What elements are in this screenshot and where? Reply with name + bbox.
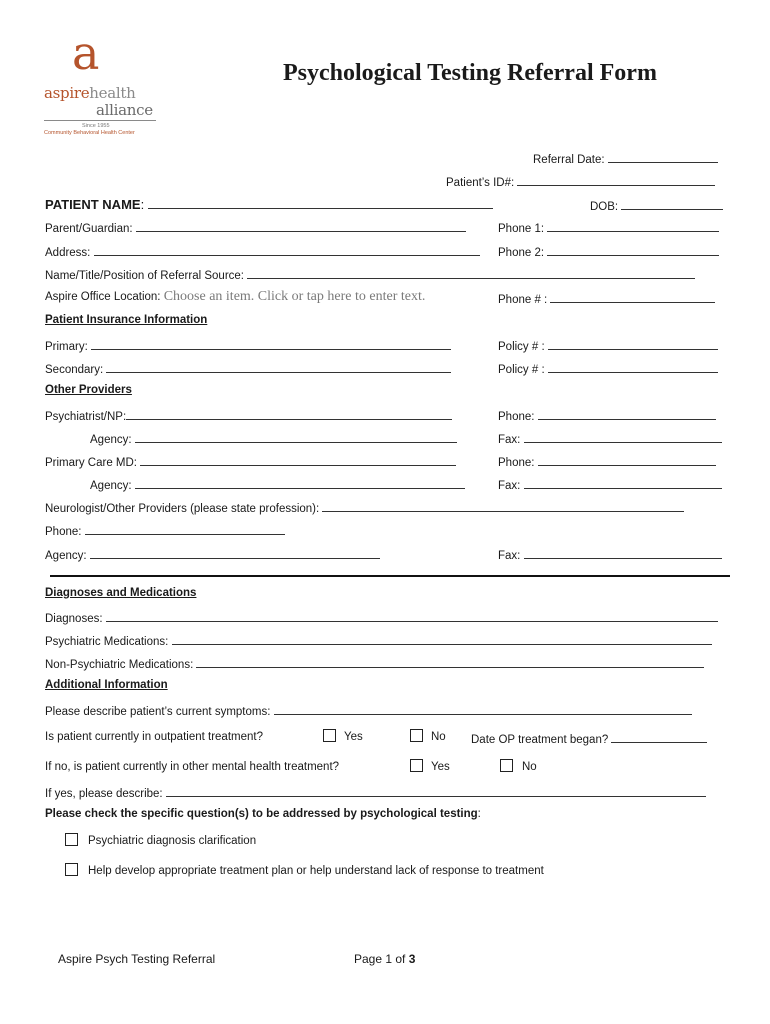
psychiatrist-fax-blank[interactable]	[524, 431, 722, 443]
phone1-blank[interactable]	[547, 220, 719, 232]
logo-divider	[44, 120, 156, 121]
secondary-insurance-field[interactable]	[45, 361, 451, 376]
neurologist-agency-label: Agency:	[45, 550, 87, 562]
outpatient-no-label: No	[431, 731, 446, 743]
referral-source-label: Name/Title/Position of Referral Source:	[45, 270, 244, 282]
logo-word-health: health	[89, 84, 136, 102]
primary-care-fax-label: Fax:	[498, 480, 521, 492]
psychiatrist-phone-blank[interactable]	[538, 408, 716, 420]
other-treatment-yes-checkbox[interactable]	[410, 759, 423, 772]
neurologist-phone-field[interactable]	[45, 523, 285, 538]
dob-field[interactable]	[590, 198, 723, 213]
referral-source-field[interactable]	[45, 267, 695, 282]
psychiatrist-fax-field[interactable]	[498, 431, 722, 446]
psychiatrist-phone-field[interactable]	[498, 408, 716, 423]
outpatient-question: Is patient currently in outpatient treatment?	[45, 731, 263, 743]
symptoms-field[interactable]	[45, 703, 692, 718]
page-number-total: 3	[408, 952, 416, 966]
outpatient-no-checkbox[interactable]	[410, 729, 423, 742]
other-treatment-question: If no, is patient currently in other mental health treatment?	[45, 761, 340, 773]
diagnoses-field[interactable]	[45, 610, 718, 625]
primary-care-fax-field[interactable]	[498, 477, 722, 492]
primary-care-field[interactable]	[45, 454, 456, 469]
other-treatment-yes-label: Yes	[431, 761, 450, 773]
phone1-field[interactable]	[498, 220, 719, 235]
op-began-field[interactable]	[471, 731, 707, 746]
neurologist-fax-field[interactable]	[498, 547, 722, 562]
psychiatrist-blank[interactable]	[126, 408, 452, 420]
primary-care-agency-blank[interactable]	[135, 477, 465, 489]
treatment-plan-checkbox[interactable]	[65, 863, 78, 876]
if-yes-label: If yes, please describe:	[45, 788, 163, 800]
referral-date-label: Referral Date:	[533, 154, 605, 166]
other-treatment-no-label: No	[522, 761, 537, 773]
parent-guardian-blank[interactable]	[136, 220, 466, 232]
patient-id-label: Patient’s ID#:	[446, 177, 515, 189]
neurologist-agency-blank[interactable]	[90, 547, 380, 559]
parent-guardian-label: Parent/Guardian:	[45, 223, 133, 235]
address-blank[interactable]	[94, 244, 480, 256]
op-began-blank[interactable]	[611, 731, 707, 743]
logo-word-alliance: alliance	[96, 101, 153, 119]
op-began-label: Date OP treatment began?	[471, 734, 609, 746]
referral-source-blank[interactable]	[247, 267, 695, 279]
neurologist-agency-field[interactable]	[45, 547, 380, 562]
diagnosis-clarification-label: Psychiatric diagnosis clarification	[88, 835, 257, 847]
patient-name-blank[interactable]	[148, 197, 493, 209]
psychiatrist-agency-field[interactable]	[90, 431, 457, 446]
other-treatment-no-checkbox[interactable]	[500, 759, 513, 772]
psychiatrist-label: Psychiatrist/NP:	[45, 411, 127, 423]
secondary-policy-field[interactable]	[498, 361, 718, 376]
primary-care-agency-label: Agency:	[90, 480, 132, 492]
psych-meds-label: Psychiatric Medications:	[45, 636, 169, 648]
office-location-label: Aspire Office Location:	[45, 291, 161, 303]
outpatient-yes-label: Yes	[344, 731, 363, 743]
nonpsych-meds-label: Non-Psychiatric Medications:	[45, 659, 194, 671]
office-location-dropdown[interactable]: Choose an item. Click or tap here to enter text.	[163, 289, 426, 304]
treatment-plan-label: Help develop appropriate treatment plan or help understand lack of response to treatment	[88, 865, 544, 877]
symptoms-label: Please describe patient’s current symptoms:	[45, 706, 271, 718]
if-yes-field[interactable]	[45, 785, 706, 800]
logo-mark: a	[72, 26, 100, 80]
phone2-label: Phone 2:	[498, 247, 545, 259]
insurance-heading: Patient Insurance Information	[45, 314, 208, 326]
dob-blank[interactable]	[621, 198, 723, 210]
neurologist-phone-blank[interactable]	[85, 523, 285, 535]
section-divider	[50, 575, 730, 577]
parent-guardian-field[interactable]	[45, 220, 466, 235]
testing-questions-heading-colon: :	[477, 808, 481, 820]
primary-care-phone-label: Phone:	[498, 457, 535, 469]
primary-care-blank[interactable]	[140, 454, 456, 466]
phone2-field[interactable]	[498, 244, 719, 259]
neurologist-phone-label: Phone:	[45, 526, 82, 538]
primary-care-fax-blank[interactable]	[524, 477, 722, 489]
diagnoses-blank[interactable]	[106, 610, 718, 622]
patient-id-field[interactable]	[446, 174, 715, 189]
phone2-blank[interactable]	[547, 244, 719, 256]
diagnoses-label: Diagnoses:	[45, 613, 103, 625]
psychiatrist-fax-label: Fax:	[498, 434, 521, 446]
diagnosis-clarification-checkbox[interactable]	[65, 833, 78, 846]
primary-policy-field[interactable]	[498, 338, 718, 353]
primary-care-phone-field[interactable]	[498, 454, 716, 469]
referral-date-blank[interactable]	[608, 151, 718, 163]
psychiatrist-phone-label: Phone:	[498, 411, 535, 423]
neurologist-fax-blank[interactable]	[524, 547, 722, 559]
logo-wordmark-aspire	[44, 84, 135, 102]
patient-name-field[interactable]: PATIENT NAME:	[45, 197, 493, 212]
page-number	[354, 952, 415, 966]
logo-word-aspire: aspire	[44, 84, 90, 102]
referral-date-field[interactable]	[533, 151, 718, 166]
primary-insurance-field[interactable]	[45, 338, 451, 353]
page-title: Psychological Testing Referral Form	[283, 60, 657, 86]
primary-care-label: Primary Care MD:	[45, 457, 138, 469]
psych-meds-blank[interactable]	[172, 633, 712, 645]
patient-id-blank[interactable]	[517, 174, 715, 186]
footer-title: Aspire Psych Testing Referral	[58, 952, 216, 966]
secondary-policy-blank[interactable]	[548, 361, 718, 373]
neurologist-label: Neurologist/Other Providers (please state profession):	[45, 503, 320, 515]
neurologist-blank[interactable]	[322, 500, 684, 512]
secondary-policy-label: Policy # :	[498, 364, 545, 376]
neurologist-fax-label: Fax:	[498, 550, 521, 562]
psychiatrist-agency-label: Agency:	[90, 434, 132, 446]
primary-insurance-label: Primary:	[45, 341, 88, 353]
outpatient-yes-checkbox[interactable]	[323, 729, 336, 742]
psychiatrist-field[interactable]	[45, 408, 452, 423]
primary-policy-blank[interactable]	[548, 338, 718, 350]
providers-heading: Other Providers	[45, 384, 132, 396]
office-phone-blank[interactable]	[550, 291, 715, 303]
if-yes-blank[interactable]	[166, 785, 706, 797]
logo-subline: Community Behavioral Health Center	[44, 130, 135, 136]
address-field[interactable]	[45, 244, 480, 259]
patient-name-label: PATIENT NAME	[45, 197, 141, 212]
additional-heading: Additional Information	[45, 679, 168, 691]
dob-label: DOB:	[590, 201, 619, 213]
primary-insurance-blank[interactable]	[91, 338, 451, 350]
logo-tagline: Since 1955	[82, 123, 110, 129]
testing-questions-heading-text: Please check the specific question(s) to be addressed by psychological testing	[45, 808, 478, 820]
page-number-prefix: Page 1 of	[354, 952, 406, 966]
nonpsych-meds-blank[interactable]	[196, 656, 704, 668]
phone1-label: Phone 1:	[498, 223, 545, 235]
testing-questions-heading	[45, 808, 481, 820]
office-phone-label: Phone # :	[498, 294, 548, 306]
nonpsych-meds-field[interactable]	[45, 656, 704, 671]
diagnoses-heading: Diagnoses and Medications	[45, 587, 197, 599]
secondary-insurance-label: Secondary:	[45, 364, 104, 376]
neurologist-field[interactable]	[45, 500, 684, 515]
primary-care-phone-blank[interactable]	[538, 454, 716, 466]
secondary-insurance-blank[interactable]	[106, 361, 451, 373]
office-phone-field[interactable]	[498, 291, 715, 306]
address-label: Address:	[45, 247, 91, 259]
office-location-field[interactable]	[45, 289, 425, 305]
psych-meds-field[interactable]	[45, 633, 712, 648]
psychiatrist-agency-blank[interactable]	[135, 431, 457, 443]
primary-policy-label: Policy # :	[498, 341, 545, 353]
primary-care-agency-field[interactable]	[90, 477, 465, 492]
symptoms-blank[interactable]	[274, 703, 692, 715]
